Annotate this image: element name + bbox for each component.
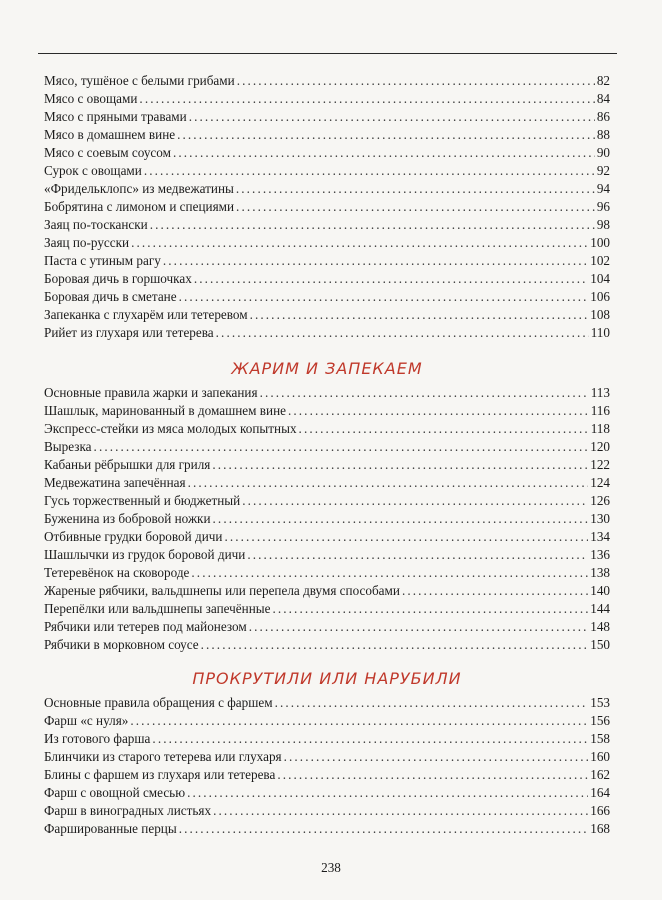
entry-page: 126 (590, 493, 610, 508)
entry-page: 124 (590, 475, 610, 490)
toc-entry[interactable] (44, 820, 610, 838)
entry-page: 98 (596, 217, 610, 232)
toc-entry[interactable] (44, 162, 610, 180)
toc-entry[interactable] (44, 126, 610, 144)
top-rule (38, 53, 617, 54)
entry-title: Блинчики из старого тетерева или глухаря (44, 749, 282, 764)
toc-entry[interactable] (44, 600, 610, 618)
entry-page: 148 (590, 619, 610, 634)
dot-leader (288, 402, 589, 420)
toc-entry[interactable] (44, 234, 610, 252)
dot-leader (213, 510, 589, 528)
dot-leader (177, 126, 595, 144)
entry-title: Боровая дичь в сметане (44, 289, 177, 304)
entry-title: Жареные рябчики, вальдшнепы или перепела двумя способами (44, 583, 400, 598)
dot-leader (213, 802, 588, 820)
entry-title: Рийет из глухаря или тетерева (44, 325, 214, 340)
entry-page: 158 (590, 731, 610, 746)
entry-page: 122 (590, 457, 610, 472)
entry-title: Запеканка с глухарём или тетеревом (44, 307, 248, 322)
entry-page: 92 (596, 163, 610, 178)
entry-page: 118 (590, 421, 610, 436)
entry-title: Медвежатина запечённая (44, 475, 186, 490)
toc-entry[interactable] (44, 306, 610, 324)
dot-leader (277, 766, 588, 784)
entry-title: Фарш с овощной смесью (44, 785, 186, 800)
entry-title: Из готового фарша (44, 731, 151, 746)
entry-title: Буженина из бобровой ножки (44, 511, 211, 526)
entry-title: Рябчики в морковном соусе (44, 637, 199, 652)
entry-page: 104 (590, 271, 610, 286)
dot-leader (272, 600, 588, 618)
entry-page: 90 (596, 145, 610, 160)
entry-title: Фарш в виноградных листьях (44, 803, 212, 818)
dot-leader (236, 198, 595, 216)
toc-entry[interactable] (44, 216, 610, 234)
entry-page: 120 (590, 439, 610, 454)
entry-page: 88 (596, 127, 610, 142)
entry-page: 164 (590, 785, 610, 800)
dot-leader (179, 288, 589, 306)
entry-title: Мясо с овощами (44, 91, 138, 106)
toc-entry[interactable] (44, 198, 610, 216)
entry-page: 144 (590, 601, 610, 616)
entry-title: Паста с утиным рагу (44, 253, 161, 268)
entry-page: 113 (590, 385, 610, 400)
dot-leader (189, 108, 595, 126)
section-heading-minced-or-chopped: ПРОКРУТИЛИ ИЛИ НАРУБИЛИ (192, 669, 462, 688)
dot-leader (191, 564, 588, 582)
entry-title: Отбивные грудки боровой дичи (44, 529, 223, 544)
toc-entry[interactable] (44, 180, 610, 198)
dot-leader (402, 582, 588, 600)
dot-leader (194, 270, 588, 288)
toc-entry[interactable] (44, 730, 610, 748)
dot-leader (284, 748, 589, 766)
entry-title: Вырезка (44, 439, 92, 454)
entry-title: Фаршированные перцы (44, 821, 177, 836)
table-of-contents (44, 72, 610, 838)
toc-entry[interactable] (44, 324, 610, 342)
entry-page: 150 (590, 637, 610, 652)
toc-entry[interactable] (44, 270, 610, 288)
entry-page: 110 (590, 325, 610, 340)
dot-leader (150, 216, 595, 234)
dot-leader (188, 474, 589, 492)
entry-title: Тетеревёнок на сковороде (44, 565, 190, 580)
toc-section-3 (44, 694, 610, 838)
dot-leader (163, 252, 588, 270)
entry-page: 138 (590, 565, 610, 580)
toc-entry[interactable] (44, 528, 610, 546)
entry-page: 86 (596, 109, 610, 124)
dot-leader (201, 636, 589, 654)
toc-entry[interactable] (44, 712, 610, 730)
dot-leader (224, 528, 588, 546)
dot-leader (216, 324, 589, 342)
toc-entry[interactable] (44, 694, 610, 712)
entry-title: Основные правила жарки и запекания (44, 385, 258, 400)
toc-entry[interactable] (44, 492, 610, 510)
toc-entry[interactable] (44, 90, 610, 108)
entry-title: Мясо с пряными травами (44, 109, 187, 124)
dot-leader (299, 420, 589, 438)
toc-entry[interactable] (44, 474, 610, 492)
entry-page: 136 (590, 547, 610, 562)
dot-leader (250, 306, 589, 324)
entry-title: Заяц по-русски (44, 235, 130, 250)
toc-entry[interactable] (44, 564, 610, 582)
entry-title: Основные правила обращения с фаршем (44, 695, 273, 710)
dot-leader (249, 618, 589, 636)
entry-page: 106 (590, 289, 610, 304)
dot-leader (275, 694, 589, 712)
entry-page: 162 (590, 767, 610, 782)
dot-leader (237, 72, 595, 90)
dot-leader (212, 456, 588, 474)
toc-entry[interactable] (44, 582, 610, 600)
entry-page: 96 (596, 199, 610, 214)
entry-title: Бобрятина с лимоном и специями (44, 199, 235, 214)
entry-page: 156 (590, 713, 610, 728)
toc-entry[interactable] (44, 402, 610, 420)
toc-entry[interactable] (44, 420, 610, 438)
entry-title: Кабаньи рёбрышки для гриля (44, 457, 211, 472)
toc-entry[interactable] (44, 144, 610, 162)
entry-title: «Фридельклопс» из медвежатины (44, 181, 234, 196)
entry-title: Мясо в домашнем вине (44, 127, 176, 142)
dot-leader (236, 180, 595, 198)
entry-page: 160 (590, 749, 610, 764)
toc-section-1 (44, 72, 610, 342)
dot-leader (173, 144, 595, 162)
entry-page: 153 (590, 695, 610, 710)
dot-leader (247, 546, 588, 564)
entry-page: 100 (590, 235, 610, 250)
dot-leader (179, 820, 589, 838)
toc-entry[interactable] (44, 252, 610, 270)
entry-page: 134 (590, 529, 610, 544)
toc-entry[interactable] (44, 288, 610, 306)
entry-title: Шашлык, маринованный в домашнем вине (44, 403, 286, 418)
toc-entry[interactable] (44, 510, 610, 528)
section-heading-roast-and-bake: ЖАРИМ И ЗАПЕКАЕМ (231, 359, 423, 378)
toc-entry[interactable] (44, 72, 610, 90)
entry-page: 140 (590, 583, 610, 598)
page-number: 238 (321, 860, 341, 875)
toc-entry[interactable] (44, 546, 610, 564)
entry-page: 94 (596, 181, 610, 196)
entry-title: Гусь торжественный и бюджетный (44, 493, 241, 508)
toc-entry[interactable] (44, 618, 610, 636)
entry-title: Мясо с соевым соусом (44, 145, 171, 160)
entry-title: Боровая дичь в горшочках (44, 271, 192, 286)
entry-title: Заяц по-тоскански (44, 217, 148, 232)
toc-entry[interactable] (44, 784, 610, 802)
dot-leader (152, 730, 588, 748)
entry-title: Сурок с овощами (44, 163, 142, 178)
toc-section-2 (44, 384, 610, 654)
entry-title: Рябчики или тетерев под майонезом (44, 619, 247, 634)
dot-leader (260, 384, 589, 402)
toc-entry[interactable] (44, 456, 610, 474)
toc-entry[interactable] (44, 636, 610, 654)
toc-entry[interactable] (44, 438, 610, 456)
entry-page: 168 (590, 821, 610, 836)
entry-title: Шашлычки из грудок боровой дичи (44, 547, 246, 562)
entry-page: 108 (590, 307, 610, 322)
entry-title: Экспресс-стейки из мяса молодых копытных (44, 421, 297, 436)
toc-entry[interactable] (44, 108, 610, 126)
toc-entry[interactable] (44, 766, 610, 784)
entry-page: 82 (596, 73, 610, 88)
entry-title: Блины с фаршем из глухаря или тетерева (44, 767, 276, 782)
dot-leader (144, 162, 595, 180)
toc-entry[interactable] (44, 384, 610, 402)
entry-page: 116 (590, 403, 610, 418)
entry-page: 102 (590, 253, 610, 268)
dot-leader (131, 234, 588, 252)
toc-entry[interactable] (44, 802, 610, 820)
entry-page: 84 (596, 91, 610, 106)
dot-leader (94, 438, 589, 456)
entry-title: Фарш «с нуля» (44, 713, 129, 728)
entry-title: Мясо, тушёное с белыми грибами (44, 73, 235, 88)
entry-page: 130 (590, 511, 610, 526)
entry-title: Перепёлки или вальдшнепы запечённые (44, 601, 271, 616)
dot-leader (187, 784, 588, 802)
dot-leader (139, 90, 594, 108)
dot-leader (242, 492, 588, 510)
entry-page: 166 (590, 803, 610, 818)
toc-entry[interactable] (44, 748, 610, 766)
dot-leader (130, 712, 588, 730)
